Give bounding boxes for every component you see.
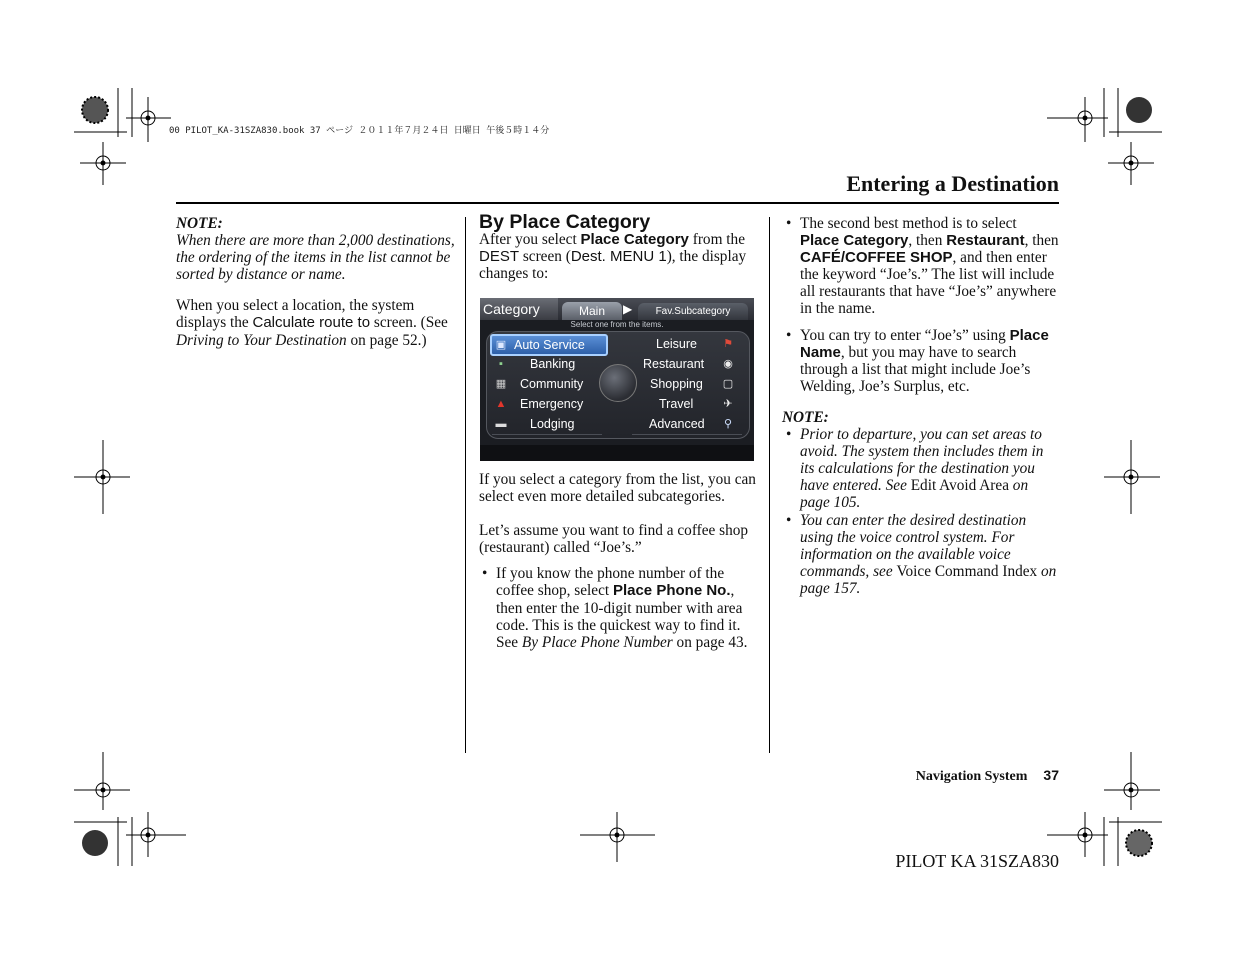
menu-item-lodging: ▬ Lodging (495, 417, 575, 431)
row-separator (492, 434, 602, 435)
menu-item-leisure: Leisure ⚑ (656, 337, 733, 351)
fork-knife-icon: ◉ (723, 358, 733, 370)
note-label-right: NOTE: (782, 408, 829, 426)
column-middle (479, 211, 757, 283)
money-icon: ▪ (499, 358, 503, 370)
golf-icon: ⚑ (723, 338, 733, 350)
warning-icon: ▲ (495, 398, 507, 410)
tab-fav-subcategory: Fav.Subcategory (638, 303, 748, 320)
screen-hint: Select one from the items. (570, 320, 664, 329)
building-icon: ▦ (495, 378, 507, 390)
menu-item-travel: Travel ✈ (659, 397, 733, 411)
section-name: Navigation System (915, 769, 1028, 784)
title-rule (176, 202, 1059, 204)
coffee-shop-paragraph: Let’s assume you want to find a coffee shop (restaurant) called “Joe’s.” (479, 522, 749, 557)
menu-item-auto-service: ▣ Auto Service (490, 334, 608, 356)
method-list (479, 565, 757, 650)
list-item: • Prior to departure, you can set areas to avoid. The system then includes them in its calculations for the destination you have entered. See Edit Avoid Area on page 105. (786, 426, 1044, 512)
menu-item-shopping: Shopping ▢ (650, 377, 734, 391)
note-list (783, 426, 1059, 597)
intro-paragraph: After you select Place Category from the DEST screen (Dest. MENU 1), the display changes to: (479, 231, 747, 283)
category-screen-image (480, 298, 754, 461)
menu-item-advanced: Advanced ⚲ (649, 417, 733, 431)
menu-item-banking: ▪ Banking (492, 355, 606, 373)
subcategory-paragraph: If you select a category from the list, you can select even more detailed subcategories. (479, 471, 756, 506)
page-title: Entering a Destination (846, 171, 1059, 196)
method-list-continued (783, 215, 1059, 395)
magnifier-icon: ⚲ (723, 418, 733, 430)
menu-item-restaurant: Restaurant ◉ (643, 357, 733, 371)
list-item: • You can try to enter “Joe’s” using Place Name, but you may have to search through a list that might include Joe’s Welding, Joe’s Surplus, etc. (786, 326, 1049, 395)
note-text: When there are more than 2,000 destinations, the ordering of the items in the list cannot be sorted by distance or name. (176, 232, 455, 284)
screen-bottom-bar (480, 445, 754, 461)
list-item: • You can enter the desired destination using the voice control system. For information on the available voice commands, see Voice Command Index on page 157. (786, 511, 1057, 597)
tab-main: Main (562, 302, 622, 320)
section-heading: By Place Category (479, 211, 651, 233)
page-footer (916, 767, 1059, 785)
calculate-route-paragraph: When you select a location, the system displays the Calculate route to screen. (See Driving to Your Destination on page 52.) (176, 297, 448, 349)
airplane-icon: ✈ (723, 398, 733, 410)
print-code: PILOT KA 31SZA830 (895, 851, 1059, 871)
column-right (783, 215, 1059, 597)
list-item: • The second best method is to select Place Category, then Restaurant, then CAFÉ/COFFEE SHOP, and then enter the keyword “Joe’s.” The list will include all restaurants that have “Joe’s” anywhere in the name. (786, 215, 1059, 318)
bed-icon: ▬ (495, 418, 507, 430)
column-left (176, 215, 456, 349)
row-separator (632, 434, 742, 435)
column-middle-lower (479, 471, 757, 651)
cart-icon: ▢ (722, 378, 734, 390)
menu-item-emergency: ▲ Emergency (495, 397, 584, 411)
file-info-line: 00 PILOT_KA-31SZA830.book 37 ページ ２０１１年７月２４日 日曜日 午後５時１４分 (169, 126, 550, 136)
menu-item-community: ▦ Community (495, 377, 584, 391)
fuel-icon: ▣ (495, 339, 507, 351)
column-divider-left (465, 217, 466, 753)
play-arrow-icon: ▶ (623, 302, 633, 316)
note-label: NOTE: (176, 215, 223, 232)
list-item: • If you know the phone number of the coffee shop, select Place Phone No., then enter the 10-digit number with area code. This is the quickest way to find it. See By Place Phone Number on page 43. (482, 565, 748, 651)
tab-category: Category (480, 298, 558, 320)
page-number: 37 (1043, 767, 1059, 783)
column-divider-right (769, 217, 770, 753)
